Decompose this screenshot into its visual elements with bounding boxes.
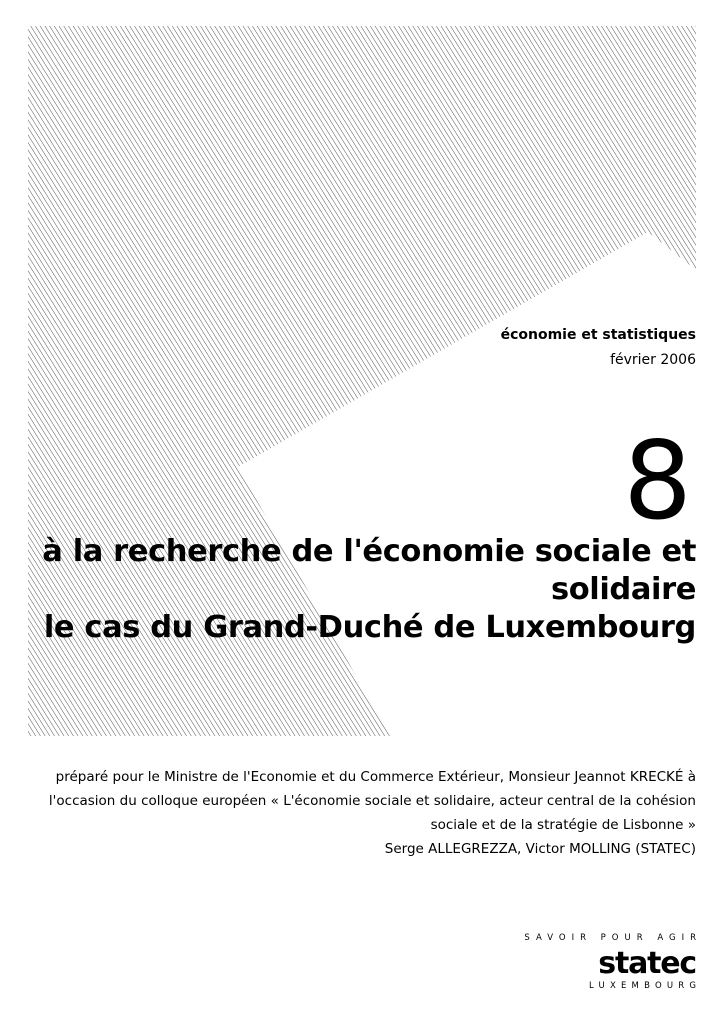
preparation-line: l'occasion du colloque européen « L'économie sociale et solidaire, acteur central de la cohésion — [48, 793, 696, 809]
title-line: solidaire — [550, 572, 696, 607]
tagline: SAVOIR POUR AGIR — [524, 933, 702, 943]
logo-wordmark: statec — [598, 946, 696, 981]
logo-subtitle: LUXEMBOURG — [589, 981, 702, 991]
preparation-line: préparé pour le Ministre de l'Economie et du Commerce Extérieur, Monsieur Jeannot KRECKÉ à — [55, 769, 696, 785]
publication-date: février 2006 — [610, 352, 696, 368]
document-title — [36, 533, 696, 647]
issue-number: 8 — [623, 419, 692, 544]
title-line: à la recherche de l'économie sociale et — [42, 534, 696, 569]
series-name: économie et statistiques — [500, 327, 696, 343]
statec-logo — [589, 946, 702, 991]
authors-line: Serge ALLEGREZZA, Victor MOLLING (STATEC) — [384, 841, 696, 857]
title-line: le cas du Grand-Duché de Luxembourg — [43, 610, 696, 645]
preparation-note — [16, 765, 696, 861]
preparation-line: sociale et de la stratégie de Lisbonne » — [430, 817, 696, 833]
